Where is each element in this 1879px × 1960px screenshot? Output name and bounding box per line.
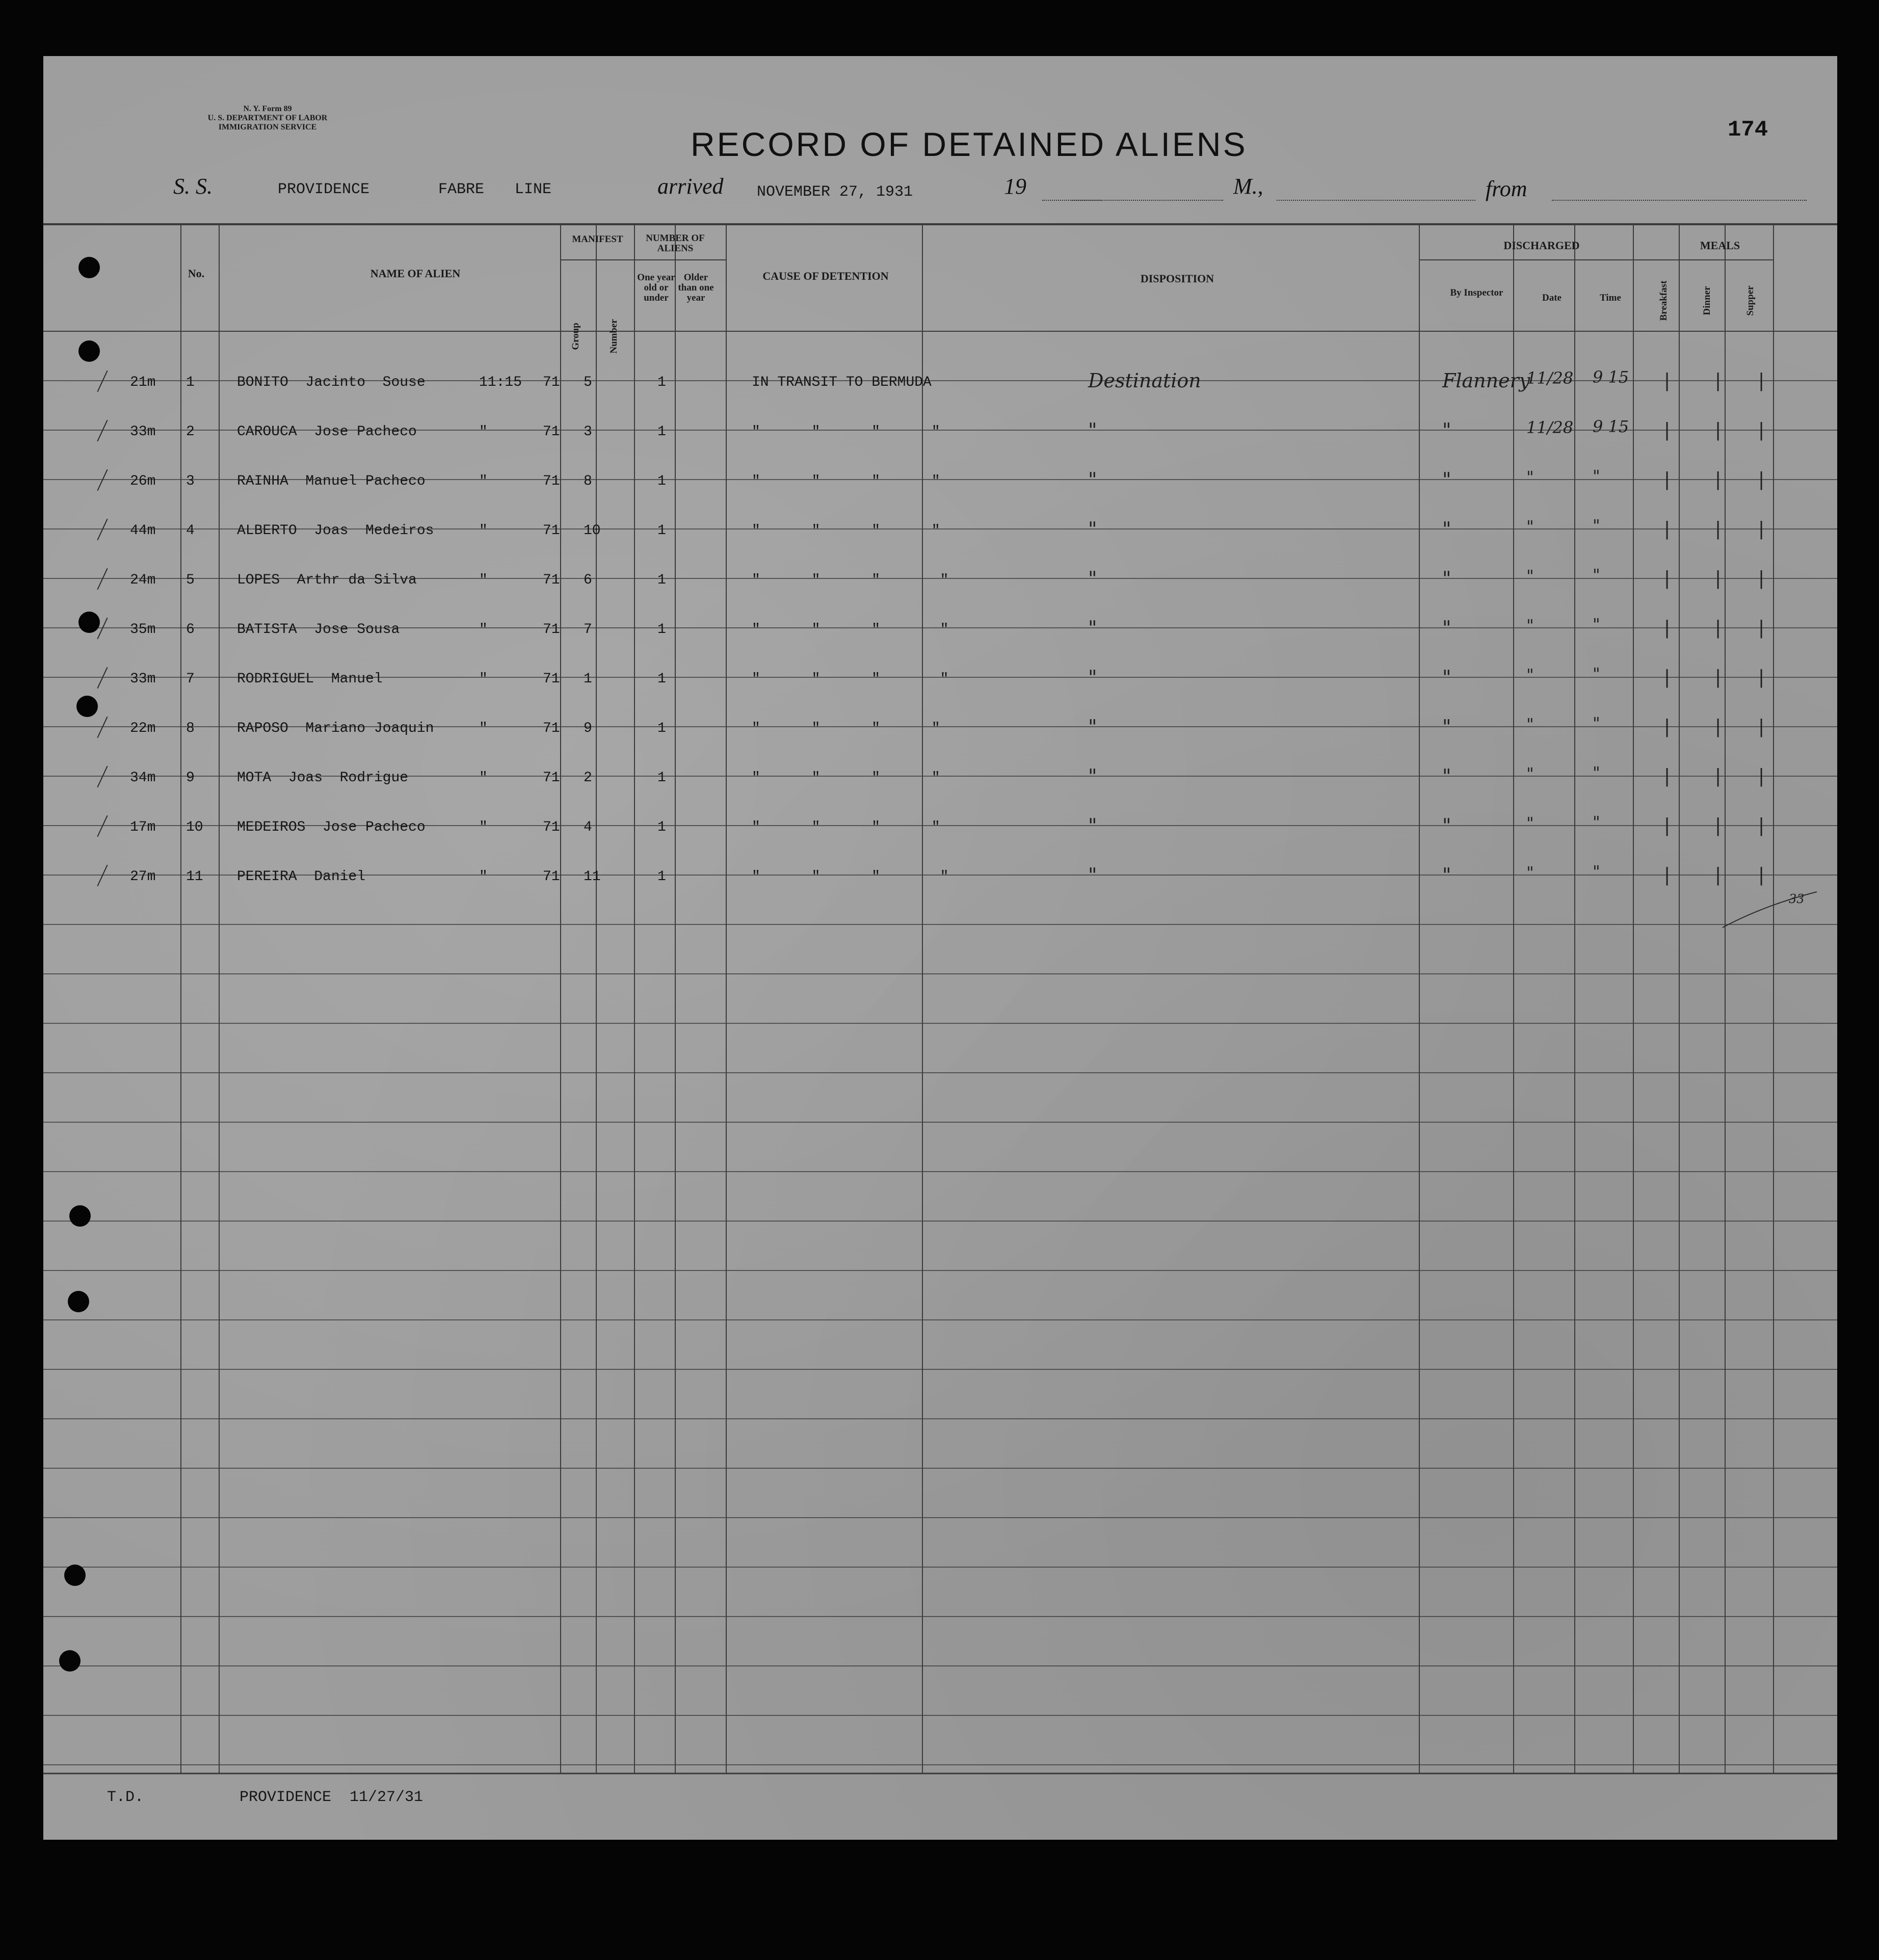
meal-breakfast: | bbox=[1664, 667, 1671, 688]
age-sex: 33m bbox=[130, 671, 156, 687]
alien-name: CAROUCA Jose Pacheco bbox=[237, 424, 417, 440]
meal-supper: | bbox=[1758, 618, 1765, 639]
col-cause: CAUSE OF DETENTION bbox=[762, 270, 889, 282]
row-number: 3 bbox=[186, 473, 195, 489]
discharged-inspector: " bbox=[1442, 419, 1451, 441]
age-sex: 34m bbox=[130, 770, 156, 786]
discharged-date: " bbox=[1526, 566, 1534, 586]
meal-dinner: | bbox=[1715, 420, 1722, 441]
cause-of-detention: " " " " bbox=[752, 869, 949, 885]
age-sex: 35m bbox=[130, 622, 156, 638]
cause-of-detention: " " " " bbox=[752, 819, 940, 835]
manifest-group: 71 bbox=[543, 523, 560, 539]
meal-supper: | bbox=[1758, 766, 1765, 787]
cause-of-detention: " " " " bbox=[752, 473, 940, 489]
disposition: " bbox=[1088, 765, 1097, 787]
disposition: Destination bbox=[1088, 369, 1201, 392]
manifest-number: 4 bbox=[584, 819, 592, 835]
punch-hole bbox=[78, 257, 100, 278]
manifest-group: 71 bbox=[543, 770, 560, 786]
meal-breakfast: | bbox=[1664, 717, 1671, 737]
manifest-group: 71 bbox=[543, 819, 560, 835]
older-count: 1 bbox=[657, 473, 666, 489]
meal-supper: | bbox=[1758, 469, 1765, 490]
meal-breakfast: | bbox=[1664, 469, 1671, 490]
discharged-time: " bbox=[1593, 763, 1600, 782]
older-count: 1 bbox=[657, 721, 666, 736]
discharged-date: " bbox=[1526, 517, 1534, 536]
discharged-time: " bbox=[1593, 615, 1600, 634]
manifest-number: 8 bbox=[584, 473, 592, 489]
ledger-grid bbox=[43, 56, 1837, 1840]
page-number: 174 bbox=[1728, 117, 1768, 143]
time-in: " bbox=[479, 572, 488, 588]
manifest-group: 71 bbox=[543, 424, 560, 440]
col-one-year: One year old or under bbox=[637, 272, 675, 303]
manifest-number: 11 bbox=[584, 869, 601, 885]
row-number: 4 bbox=[186, 523, 195, 539]
col-group: Group bbox=[570, 323, 581, 350]
row-number: 5 bbox=[186, 572, 195, 588]
form-number: N. Y. Form 89 bbox=[243, 104, 292, 113]
ship-name: PROVIDENCE bbox=[278, 181, 370, 198]
meal-breakfast: | bbox=[1664, 766, 1671, 787]
age-sex: 21m bbox=[130, 375, 156, 390]
manifest-number: 2 bbox=[584, 770, 592, 786]
alien-name: RAINHA Manuel Pacheco bbox=[237, 473, 426, 489]
cause-of-detention: " " " " bbox=[752, 721, 940, 736]
meal-supper: | bbox=[1758, 519, 1765, 540]
meal-breakfast: | bbox=[1664, 568, 1671, 589]
meal-dinner: | bbox=[1715, 469, 1722, 490]
meal-supper: | bbox=[1758, 420, 1765, 441]
line-name: FABRE bbox=[438, 181, 485, 198]
punch-hole bbox=[78, 612, 100, 633]
alien-name: LOPES Arthr da Silva bbox=[237, 572, 417, 588]
meal-supper: | bbox=[1758, 568, 1765, 589]
discharged-date: " bbox=[1526, 665, 1534, 684]
disposition: " bbox=[1088, 864, 1097, 886]
age-sex: 44m bbox=[130, 523, 156, 539]
alien-name: MEDEIROS Jose Pacheco bbox=[237, 819, 426, 835]
time-in: " bbox=[479, 869, 488, 885]
col-no: No. bbox=[188, 267, 205, 280]
discharged-date: 11/28 bbox=[1526, 418, 1574, 437]
disposition: " bbox=[1088, 666, 1097, 688]
discharged-inspector: " bbox=[1442, 814, 1451, 837]
punch-hole bbox=[68, 1291, 89, 1312]
disposition: " bbox=[1088, 716, 1097, 738]
time-in: " bbox=[479, 671, 488, 687]
service: IMMIGRATION SERVICE bbox=[218, 123, 317, 131]
age-sex: 17m bbox=[130, 819, 156, 835]
discharged-time: " bbox=[1593, 862, 1600, 881]
footer-ship-date: PROVIDENCE 11/27/31 bbox=[240, 1789, 424, 1806]
older-count: 1 bbox=[657, 770, 666, 786]
m-label: M., bbox=[1233, 174, 1263, 199]
row-number: 8 bbox=[186, 721, 195, 736]
meal-breakfast: | bbox=[1664, 618, 1671, 639]
col-by-inspector: By Inspector bbox=[1450, 287, 1503, 298]
discharged-time: " bbox=[1593, 565, 1600, 585]
alien-name: MOTA Joas Rodrigue bbox=[237, 770, 409, 786]
age-sex: 26m bbox=[130, 473, 156, 489]
discharged-inspector: Flannery bbox=[1442, 369, 1530, 392]
discharged-date: " bbox=[1526, 616, 1534, 635]
manifest-number: 1 bbox=[584, 671, 592, 687]
cause-of-detention: " " " " bbox=[752, 770, 940, 786]
row-number: 6 bbox=[186, 622, 195, 638]
row-number: 9 bbox=[186, 770, 195, 786]
older-count: 1 bbox=[657, 869, 666, 885]
record-sheet bbox=[43, 56, 1837, 1840]
manifest-group: 71 bbox=[543, 721, 560, 736]
arrived-label: arrived bbox=[657, 174, 724, 199]
manifest-group: 71 bbox=[543, 671, 560, 687]
col-time: Time bbox=[1600, 293, 1621, 303]
from-label: from bbox=[1486, 176, 1527, 201]
punch-hole bbox=[64, 1565, 86, 1586]
meal-dinner: | bbox=[1715, 766, 1722, 787]
meal-breakfast: | bbox=[1664, 370, 1671, 391]
time-in: " bbox=[479, 473, 488, 489]
page-title: RECORD OF DETAINED ALIENS bbox=[691, 125, 1248, 163]
meal-dinner: | bbox=[1715, 865, 1722, 886]
older-count: 1 bbox=[657, 375, 666, 390]
manifest-number: 5 bbox=[584, 375, 592, 390]
older-count: 1 bbox=[657, 622, 666, 638]
row-number: 2 bbox=[186, 424, 195, 440]
age-sex: 22m bbox=[130, 721, 156, 736]
discharged-date: " bbox=[1526, 764, 1534, 783]
discharged-inspector: " bbox=[1442, 518, 1451, 540]
meal-dinner: | bbox=[1715, 618, 1722, 639]
older-count: 1 bbox=[657, 671, 666, 687]
discharged-time: " bbox=[1593, 516, 1600, 535]
disposition: " bbox=[1088, 567, 1097, 590]
col-name: NAME OF ALIEN bbox=[370, 267, 461, 280]
ss-label: S. S. bbox=[173, 174, 213, 199]
col-discharged: DISCHARGED bbox=[1503, 239, 1580, 252]
punch-hole bbox=[76, 696, 98, 717]
cause-of-detention: " " " " bbox=[752, 671, 949, 687]
discharged-time: " bbox=[1593, 812, 1600, 832]
footer-td: T.D. bbox=[107, 1789, 144, 1806]
meal-breakfast: | bbox=[1664, 865, 1671, 886]
discharged-inspector: " bbox=[1442, 864, 1451, 886]
col-disposition: DISPOSITION bbox=[1140, 272, 1214, 285]
col-number: Number bbox=[608, 319, 619, 354]
time-in: " bbox=[479, 523, 488, 539]
alien-name: RODRIGUEL Manuel bbox=[237, 671, 383, 687]
cause-of-detention: IN TRANSIT TO BERMUDA bbox=[752, 375, 932, 390]
discharged-time: 9 15 bbox=[1593, 417, 1629, 436]
discharged-date: " bbox=[1526, 467, 1534, 487]
punch-hole bbox=[59, 1650, 81, 1672]
row-number: 1 bbox=[186, 375, 195, 390]
disposition: " bbox=[1088, 518, 1097, 540]
time-in: 11:15 bbox=[479, 375, 522, 390]
meal-breakfast: | bbox=[1664, 815, 1671, 836]
meal-dinner: | bbox=[1715, 667, 1722, 688]
disposition: " bbox=[1088, 468, 1097, 491]
row-number: 7 bbox=[186, 671, 195, 687]
disposition: " bbox=[1088, 419, 1097, 441]
punch-hole bbox=[69, 1205, 91, 1227]
older-count: 1 bbox=[657, 572, 666, 588]
cause-of-detention: " " " " bbox=[752, 523, 940, 539]
time-in: " bbox=[479, 424, 488, 440]
manifest-group: 71 bbox=[543, 869, 560, 885]
total-stroke bbox=[1720, 889, 1822, 930]
time-in: " bbox=[479, 622, 488, 638]
age-sex: 33m bbox=[130, 424, 156, 440]
discharged-time: " bbox=[1593, 664, 1600, 683]
col-meals: MEALS bbox=[1700, 239, 1740, 252]
meal-breakfast: | bbox=[1664, 420, 1671, 441]
meal-dinner: | bbox=[1715, 519, 1722, 540]
manifest-number: 6 bbox=[584, 572, 592, 588]
disposition: " bbox=[1088, 814, 1097, 837]
manifest-group: 71 bbox=[543, 622, 560, 638]
discharged-time: 9 15 bbox=[1593, 367, 1629, 387]
col-supper: Supper bbox=[1745, 285, 1756, 316]
cause-of-detention: " " " " bbox=[752, 572, 949, 588]
row-number: 11 bbox=[186, 869, 203, 885]
older-count: 1 bbox=[657, 424, 666, 440]
manifest-number: 10 bbox=[584, 523, 601, 539]
discharged-time: " bbox=[1593, 713, 1600, 733]
meal-breakfast: | bbox=[1664, 519, 1671, 540]
col-number-aliens: NUMBER OF ALIENS bbox=[646, 233, 705, 254]
meals-total: 33 bbox=[1789, 892, 1805, 906]
discharged-date: " bbox=[1526, 813, 1534, 833]
age-sex: 27m bbox=[130, 869, 156, 885]
time-in: " bbox=[479, 721, 488, 736]
meal-supper: | bbox=[1758, 667, 1765, 688]
time-in: " bbox=[479, 770, 488, 786]
meal-dinner: | bbox=[1715, 568, 1722, 589]
meal-dinner: | bbox=[1715, 717, 1722, 737]
col-older: Older than one year bbox=[678, 272, 714, 303]
alien-name: BATISTA Jose Sousa bbox=[237, 622, 400, 638]
discharged-inspector: " bbox=[1442, 666, 1451, 688]
older-count: 1 bbox=[657, 523, 666, 539]
arrived-date: NOVEMBER 27, 1931 bbox=[757, 183, 913, 201]
meal-supper: | bbox=[1758, 370, 1765, 391]
discharged-inspector: " bbox=[1442, 468, 1451, 491]
col-dinner: Dinner bbox=[1702, 286, 1712, 315]
manifest-group: 71 bbox=[543, 473, 560, 489]
col-breakfast: Breakfast bbox=[1658, 280, 1669, 321]
meal-dinner: | bbox=[1715, 370, 1722, 391]
disposition: " bbox=[1088, 617, 1097, 639]
cause-of-detention: " " " " bbox=[752, 424, 940, 440]
discharged-date: " bbox=[1526, 714, 1534, 734]
older-count: 1 bbox=[657, 819, 666, 835]
alien-name: RAPOSO Mariano Joaquin bbox=[237, 721, 434, 736]
discharged-date: " bbox=[1526, 863, 1534, 882]
discharged-inspector: " bbox=[1442, 716, 1451, 738]
manifest-group: 71 bbox=[543, 375, 560, 390]
meal-supper: | bbox=[1758, 815, 1765, 836]
alien-name: PEREIRA Daniel bbox=[237, 869, 366, 885]
manifest-group: 71 bbox=[543, 572, 560, 588]
alien-name: ALBERTO Joas Medeiros bbox=[237, 523, 434, 539]
discharged-inspector: " bbox=[1442, 765, 1451, 787]
age-sex: 24m bbox=[130, 572, 156, 588]
department: U. S. DEPARTMENT OF LABOR bbox=[207, 114, 328, 122]
line-label: LINE bbox=[515, 181, 552, 198]
punch-hole bbox=[78, 340, 100, 362]
time-in: " bbox=[479, 819, 488, 835]
manifest-number: 9 bbox=[584, 721, 592, 736]
meal-supper: | bbox=[1758, 865, 1765, 886]
manifest-number: 3 bbox=[584, 424, 592, 440]
meal-dinner: | bbox=[1715, 815, 1722, 836]
row-number: 10 bbox=[186, 819, 203, 835]
discharged-time: " bbox=[1593, 466, 1600, 486]
discharged-date: 11/28 bbox=[1526, 368, 1574, 388]
discharged-inspector: " bbox=[1442, 617, 1451, 639]
meal-supper: | bbox=[1758, 717, 1765, 737]
col-manifest: MANIFEST bbox=[572, 234, 623, 245]
cause-of-detention: " " " " bbox=[752, 622, 949, 638]
col-date: Date bbox=[1542, 293, 1562, 303]
discharged-inspector: " bbox=[1442, 567, 1451, 590]
year-label: 19 bbox=[1004, 174, 1026, 199]
alien-name: BONITO Jacinto Souse bbox=[237, 375, 426, 390]
manifest-number: 7 bbox=[584, 622, 592, 638]
